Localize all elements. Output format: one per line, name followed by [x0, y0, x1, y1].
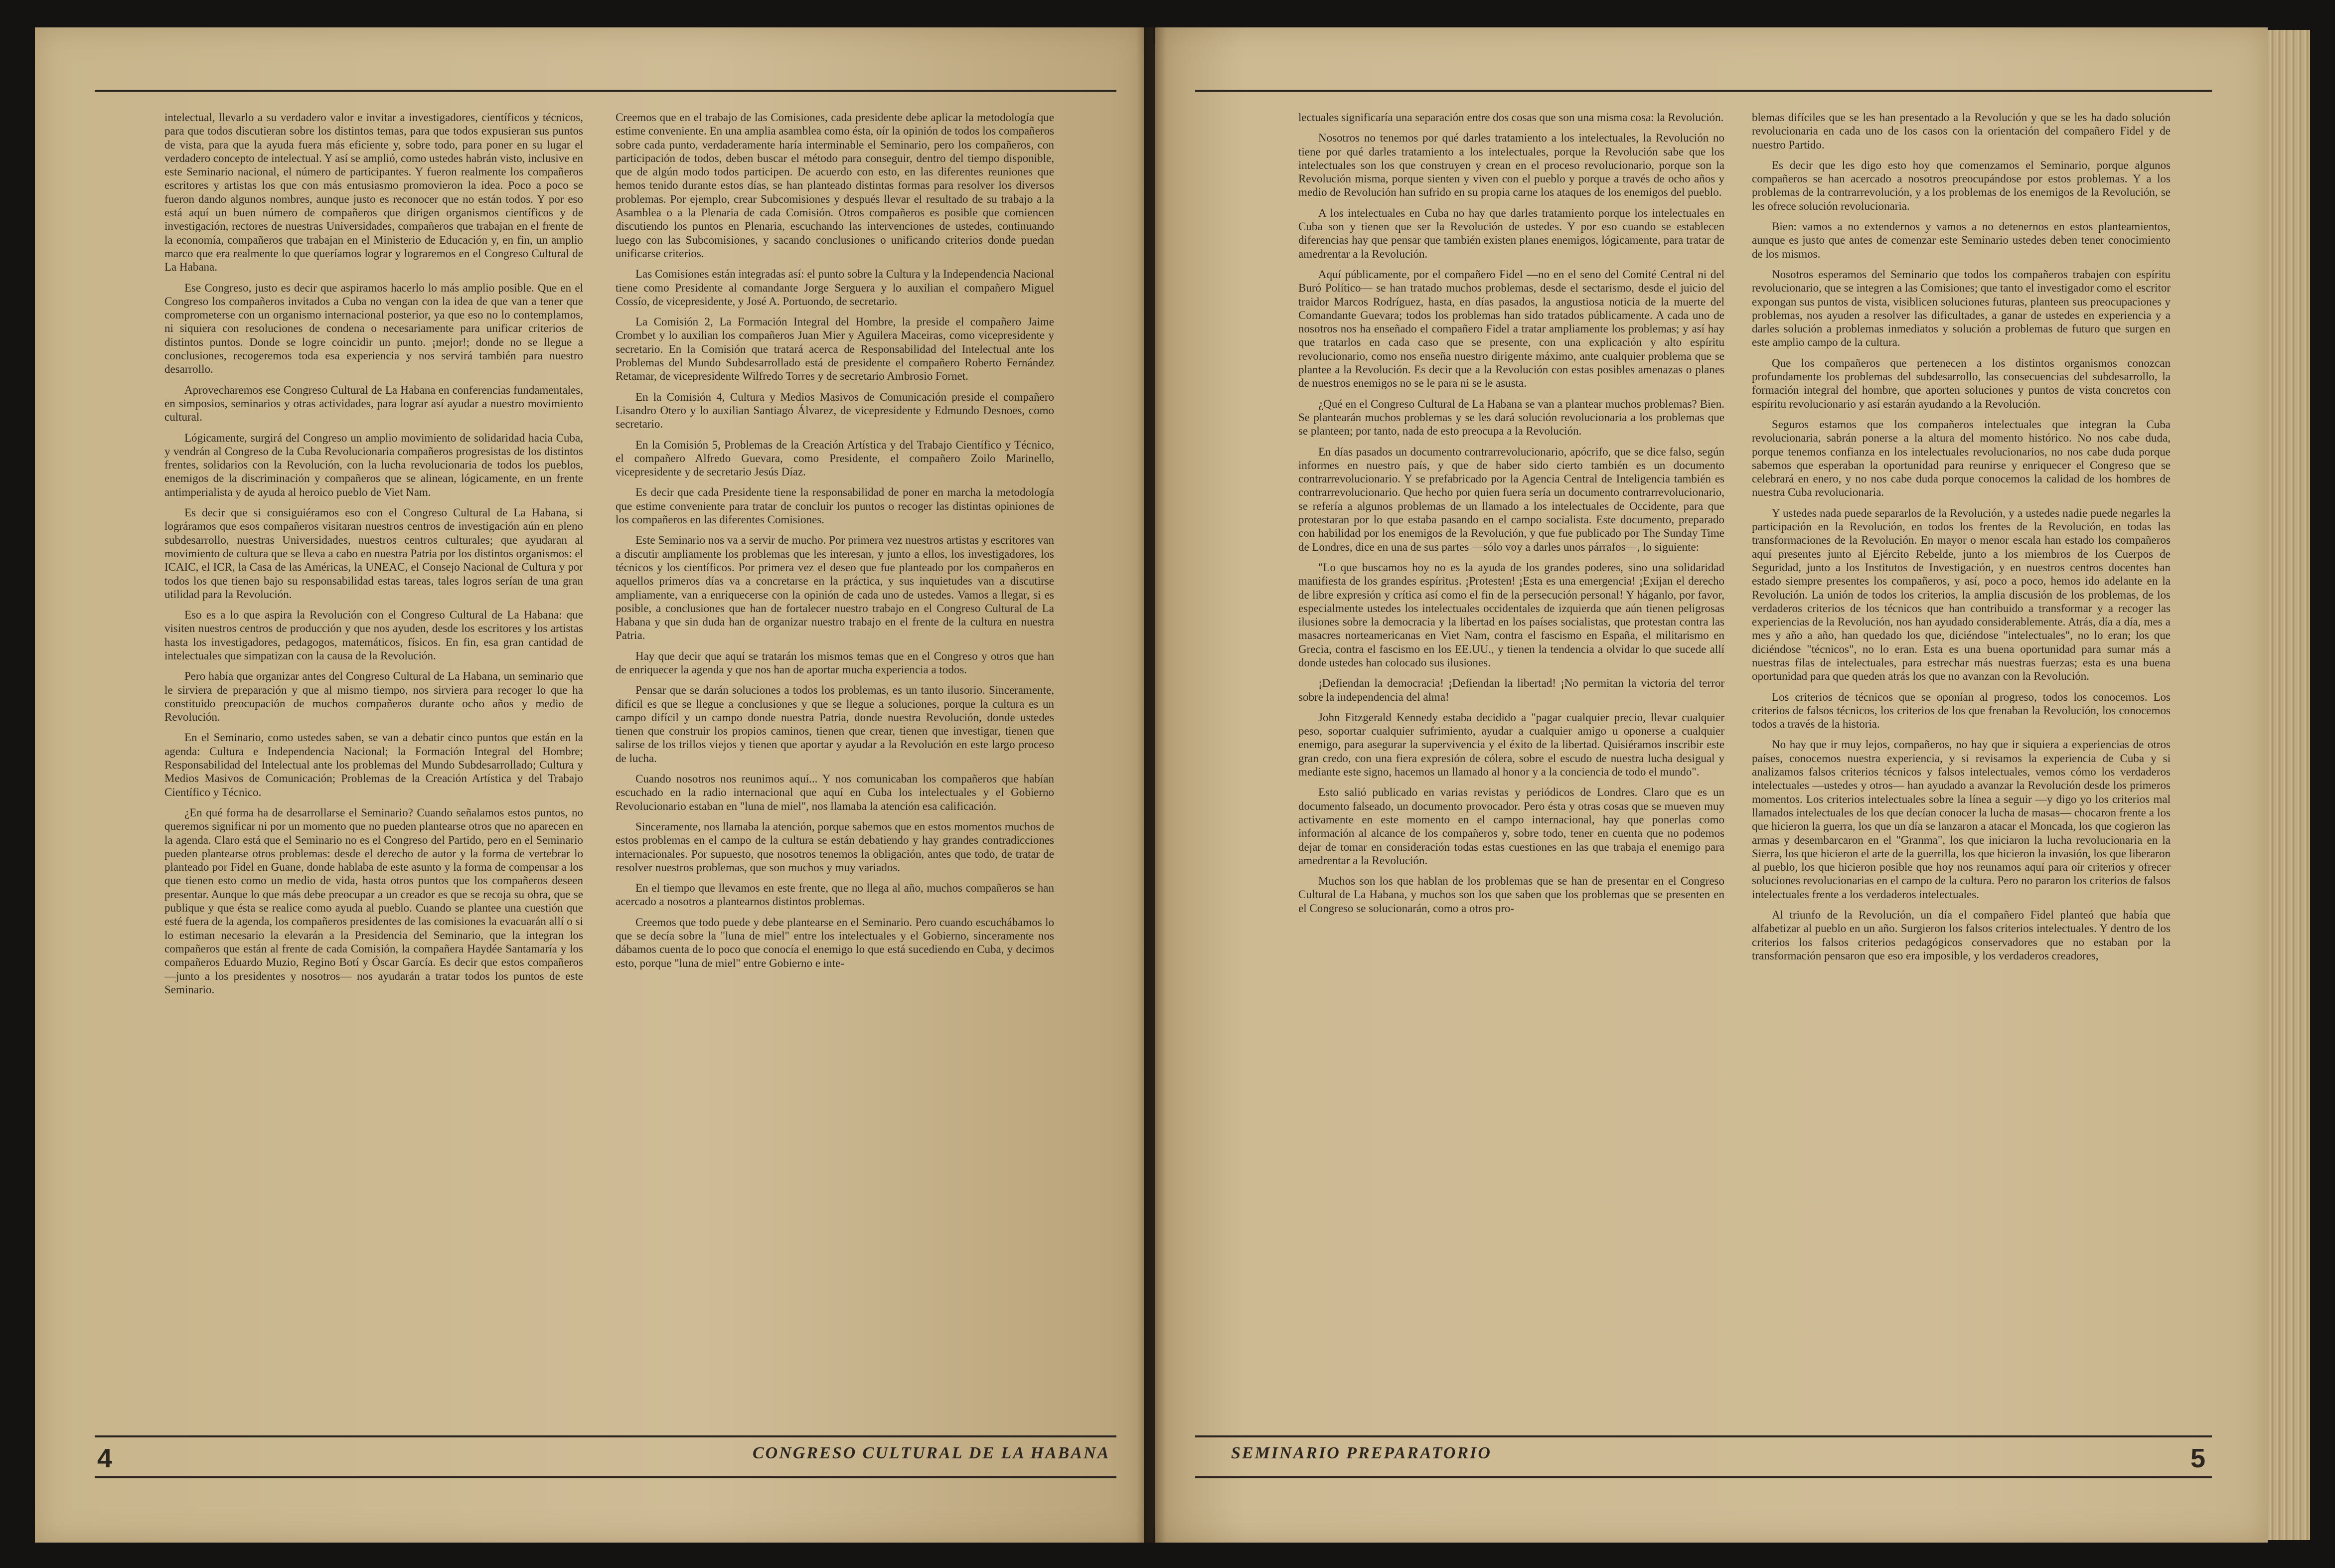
left-bottom-rule — [95, 1435, 1116, 1437]
paragraph: Lógicamente, surgirá del Congreso un amplio movimiento de solidaridad hacia Cuba, y vendrán al Congreso de la Cuba Revolucionaria compañeros progresistas de los distintos frentes, solidarios con la Revolución, con la lucha revolucionaria de todos los pueblos, enemigos de la discriminación y compañeros que se alinean, lógicamente, en un frente antimperialista y de ayuda al heroico pueblo de Viet Nam. — [164, 431, 583, 498]
gutter-shadow — [1136, 27, 1166, 1543]
paragraph: lectuales significaría una separación entre dos cosas que son una misma cosa: la Revolución. — [1298, 111, 1724, 124]
right-footer-rule — [1195, 1476, 2212, 1478]
paragraph: Seguros estamos que los compañeros intelectuales que integran la Cuba revolucionaria, sabrán ponerse a la altura del momento histórico. No nos cabe duda, porque tenemos confianza en los intelectuales revolucionarios, no nos cabe duda porque sabemos que esperaban la oportunidad para reunirse y enriquecer el Congreso que se celebrará en enero, y no nos cabe duda porque conocemos la calidad de los hombres de nuestra Cuba revolucionaria. — [1752, 418, 2171, 499]
paragraph: blemas difíciles que se les han presentado a la Revolución y que se les ha dado solución revolucionaria en cada uno de los casos con la orientación del compañero Fidel y de nuestro Partido. — [1752, 111, 2171, 151]
paragraph: Ese Congreso, justo es decir que aspiramos hacerlo lo más amplio posible. Que en el Congreso los compañeros invitados a Cuba no vengan con la idea de que van a tener que comprometerse con un organismo internacional posterior, ya que eso no lo contemplamos, ni siquiera con resoluciones de condena o necesariamente para unificar criterios de distintos puntos. Donde se logre coincidir un punto. ¡mejor!; donde no se llegue a conclusiones, recogeremos toda esa experiencia y nos servirá también para nuestro desarrollo. — [164, 281, 583, 376]
paragraph: Aprovecharemos ese Congreso Cultural de La Habana en conferencias fundamentales, en simposios, seminarios y otras actividades, para lograr así ayudar a nuestro movimiento cultural. — [164, 383, 583, 424]
paragraph: Sinceramente, nos llamaba la atención, porque sabemos que en estos momentos muchos de estos problemas en el campo de la cultura se están debatiendo y hay grandes contradicciones internacionales. Por supuesto, que nosotros tenemos la obligación, antes que todo, de tratar de resolver nuestros problemas, que son muchos y muy variados. — [616, 820, 1054, 874]
paragraph: En días pasados un documento contrarrevolucionario, apócrifo, que se dice falso, según informes en nuestro país, y que de haber sido cierto también es un documento contrarrevolucionario. Y se prefabricado por la Agencia Central de Inteligencia también es contrarrevolucionario. Que hecho por quien fuera sería un documento contrarrevolucionario, se refería a algunos problemas de un llamado a los intelectuales de Occidente, para que protestaran por lo que estaba pasando en el campo socialista. Este documento, preparado con habilidad por los enemigos de la Revolución, y que fue publicado por The Sunday Time de Londres, dice en una de sus partes —sólo voy a darles unos párrafos—, lo siguiente: — [1298, 445, 1724, 553]
paragraph: La Comisión 2, La Formación Integral del Hombre, la preside el compañero Jaime Crombet y lo auxilian los compañeros Juan Mier y Aguilera Maceiras, como vicepresidente y secretario. En la Comisión que tratará acerca de Responsabilidad del Intelectual ante los Problemas del Mundo Subdesarrollado está de presidente el compañero Roberto Fernández Retamar, de vicepresidente Wilfredo Torres y de secretario Ambrosio Fornet. — [616, 315, 1054, 383]
paragraph: Este Seminario nos va a servir de mucho. Por primera vez nuestros artistas y escritores van a discutir ampliamente los problemas que les interesan, y junto a ellos, los investigadores, los técnicos y los científicos. Por primera vez el deseo que fue planteado por los compañeros en aquellos primeros días va a concretarse en la práctica, y sus inquietudes van a discutirse ampliamente, van a enriquecerse con la opinión de cada uno de ustedes. Vamos a llegar, si es posible, a conclusiones que han de fortalecer nuestro trabajo en el Congreso Cultural de La Habana y que sin duda han de organizar nuestro trabajo en el frente de la cultura en nuestra Patria. — [616, 534, 1054, 642]
right-column-2 — [1752, 111, 2171, 1431]
paragraph: Pensar que se darán soluciones a todos los problemas, es un tanto ilusorio. Sinceramente, difícil es que se llegue a conclusiones y que se llegue a soluciones, porque la cultura es un campo difícil y un campo donde nuestra Patria, donde nuestra Revolución, donde ustedes tienen que construir los propios caminos, tienen que crear, tienen que investigar, tienen que salirse de los trillos viejos y tienen que aportar y ayudar a la Revolución en este largo proceso de lucha. — [616, 684, 1054, 765]
paragraph: Las Comisiones están integradas así: el punto sobre la Cultura y la Independencia Nacional tiene como Presidente al comandante Jorge Serguera y lo auxilian el compañero Miguel Cossío, de vicepresidente, y José A. Portuondo, de secretario. — [616, 268, 1054, 308]
page-edge-stack — [2268, 30, 2310, 1540]
paragraph: Es decir que si consiguiéramos eso con el Congreso Cultural de La Habana, si lográramos que esos compañeros visitaran nuestros centros de investigación aún en pleno subdesarrollo, nuestras Universidades, nuestros centros culturales; que ayudaran al movimiento de cultura que se lleva a cabo en nuestra Patria por los distintos organismos: el ICAIC, el ICR, la Casa de las Américas, la UNEAC, el Consejo Nacional de Cultura y por todos los que tienen bajo su responsabilidad estas tareas, tales logros serían de una gran utilidad para la Revolución. — [164, 506, 583, 601]
paragraph: En la Comisión 4, Cultura y Medios Masivos de Comunicación preside el compañero Lisandro Otero y lo auxilian Santiago Álvarez, de vicepresidente y Edmundo Desnoes, como secretario. — [616, 390, 1054, 431]
paragraph: Los criterios de técnicos que se oponían al progreso, todos los conocemos. Los criterios de falsos técnicos, los criterios de los que frenaban la Revolución, los conocemos todos a través de la historia. — [1752, 690, 2171, 731]
paragraph: Y ustedes nada puede separarlos de la Revolución, y a ustedes nadie puede negarles la participación en la Revolución, en todos los frentes de la Revolución, en todas las transformaciones de la Revolución. En mayor o menor escala han estado los compañeros aquí presentes junto al Ejército Rebelde, junto a los miembros de los Cuerpos de Seguridad, junto a los Institutos de Investigación, y en nuestros centros docentes han estado siempre presentes los compañeros, y así, poco a poco, hemos ido adelante en la Revolución. La unión de todos los criterios, la amplia discusión de los problemas, de los verdaderos criterios de los técnicos que han contribuido a transformar y a recoger las experiencias de la Revolución, nos han ayudado considerablemente. Atrás, día a día, mes a mes y año a año, han quedado los que, diciéndose "intelectuales", no lo eran; los que diciéndose "técnicos", no lo eran. Esta es una buena oportunidad para sumar más a nuestras filas de intelectuales, para estrechar más nuestras fuerzas; esta es una buena oportunidad para que queden atrás los que no avanzan con la Revolución. — [1752, 506, 2171, 683]
right-top-rule — [1195, 90, 2212, 92]
right-page-footer: SEMINARIO PREPARATORIO — [1231, 1444, 1492, 1462]
paragraph: Creemos que todo puede y debe plantearse en el Seminario. Pero cuando escuchábamos lo que se decía sobre la "luna de miel" entre los intelectuales y el Gobierno, sinceramente nos dábamos cuenta de lo poco que conocía el enemigo lo que está sucediendo en Cuba, y decimos esto, porque "luna de miel" entre Gobierno e inte- — [616, 916, 1054, 969]
left-page-footer: CONGRESO CULTURAL DE LA HABANA — [753, 1444, 1110, 1462]
paragraph: ¿En qué forma ha de desarrollarse el Seminario? Cuando señalamos estos puntos, no queremos significar ni por un momento que no pueden plantearse otros que no aparecen en la agenda. Claro está que el Seminario no es el Congreso del Partido, pero en el Seminario pueden plantearse otros problemas: desde el derecho de autor y la forma de vertebrar lo planteado por Fidel en Guane, donde hablaba de este asunto y la forma de compensar a los que tienen esto como un medio de vida, hasta otros puntos que los compañeros deseen presentar. Aunque lo que más debe preocupar a un creador es que se recoja su obra, que se publique y que ésta se realice como ayuda al pueblo. Cuando se plantee una cuestión que esté fuera de la agenda, los compañeros presidentes de las comisiones la evacuarán allí o si lo estiman necesario la elevarán a la Presidencia del Seminario, que la integran los compañeros que están al frente de cada Comisión, la compañera Haydée Santamaría y los compañeros Eduardo Muzio, Regino Botí y Óscar García. Es decir que estos compañeros —junto a los presidentes y nosotros— nos ayudarán a tratar todos los puntos de este Seminario. — [164, 806, 583, 996]
paragraph: Hay que decir que aquí se tratarán los mismos temas que en el Congreso y otros que han de enriquecer la agenda y que nos han de aportar mucha experiencia a todos. — [616, 649, 1054, 676]
left-top-rule — [95, 90, 1116, 92]
paragraph: intelectual, llevarlo a su verdadero valor e invitar a investigadores, científicos y técnicos, para que todos discutieran sobre los distintos temas, para que todos expusieran sus puntos de vista, para que la ayuda fuera más eficiente y, sobre todo, para poner en su lugar el verdadero concepto de intelectual. Y así se amplió, como ustedes habrán visto, inclusive en este Seminario nacional, el número de participantes. Y fueron realmente los compañeros escritores y artistas los que con más entusiasmo promovieron la idea. Poco a poco se fueron dando algunos nombres, aunque justo es reconocer que no están todos. Y por eso está aquí un buen número de compañeros que dirigen organismos científicos y de investigación, rectores de nuestras Universidades, compañeros que trabajan en el frente de la economía, compañeros que trabajan en el Ministerio de Educación y, en fin, un amplio marco que era realmente lo que queríamos lograr y lograremos en el Congreso Cultural de La Habana. — [164, 111, 583, 274]
paragraph: Esto salió publicado en varias revistas y periódicos de Londres. Claro que es un documento falseado, un documento provocador. Pero ésta y otras cosas que se mueven muy activamente en este momento en el campo internacional, hay que ponerlas como información al alcance de los compañeros y, sobre todo, tener en cuenta que no podemos dejar de tomar en consideración todas estas cuestiones en las que trabaja el enemigo para amedrentar a la Revolución. — [1298, 786, 1724, 867]
paragraph: ¿Qué en el Congreso Cultural de La Habana se van a plantear muchos problemas? Bien. Se plantearán muchos problemas y se les dará solución revolucionaria a los problemas que se planteen; por tanto, nada de esto preocupa a la Revolución. — [1298, 397, 1724, 438]
left-column-2 — [616, 111, 1054, 1431]
paragraph: No hay que ir muy lejos, compañeros, no hay que ir siquiera a experiencias de otros países, conocemos nuestra experiencia, y si revisamos la experiencia de Cuba y si analizamos falsos criterios técnicos y falsos intelectuales, vemos cómo los verdaderos intelectuales —ustedes y otros— han ayudado a avanzar la Revolución desde los primeros momentos. Los criterios intelectuales sobre la línea a seguir —y digo yo los criterios mal llamados intelectuales de los que decían conocer la lucha de masas— chocaron frente a los que hicieron la guerra, los que un día se lanzaron a atacar el Moncada, los que cogieron las armas y desembarcaron en el "Granma", los que iniciaron la lucha revolucionaria en la Sierra, los que hicieron el arte de la guerrilla, los que hicieron la invasión, los que liberaron al pueblo, los que hicieron posible que hoy nos reunamos aquí para oír criterios y ofrecer soluciones revolucionarias en el campo de la cultura. Pero no pararon los criterios de falsos intelectuales frente a los verdaderos intelectuales. — [1752, 738, 2171, 901]
paragraph: En el Seminario, como ustedes saben, se van a debatir cinco puntos que están en la agenda: Cultura e Independencia Nacional; la Formación Integral del Hombre; Responsabilidad del Intelectual ante los problemas del Mundo Subdesarrollado; Cultura y Medios Masivos de Comunicación; Problemas de la Creación Artística y del Trabajo Científico y Técnico. — [164, 731, 583, 798]
paragraph: Es decir que cada Presidente tiene la responsabilidad de poner en marcha la metodología que estime conveniente para tratar de concluir los puntos o recoger las distintas opiniones de los compañeros en las diferentes Comisiones. — [616, 486, 1054, 526]
paragraph: A los intelectuales en Cuba no hay que darles tratamiento porque los intelectuales en Cuba son y tienen que ser la Revolución de ustedes. Y por eso cuando se establecen diferencias hay que pensar que también existen planes enemigos, lógicamente, para tratar de amedrentar a la Revolución. — [1298, 206, 1724, 260]
paragraph: "Lo que buscamos hoy no es la ayuda de los grandes poderes, sino una solidaridad manifiesta de los grandes espíritus. ¡Protesten! ¡Esta es una emergencia! ¡Exijan el derecho de libre expresión y crítica así como el fin de la persecución personal! Y háganlo, por favor, especialmente ustedes los intelectuales occidentales de izquierda que aún tienen peligrosas ilusiones sobre la democracia y la libertad en los países socialistas, que protestan contra las masacres norteamericanas en Viet Nam, contra el fascismo en España, el militarismo en Grecia, contra el fascismo en los EE.UU., y tienen la tendencia a olvidar lo que sucede allí donde ustedes han colocado sus ilusiones. — [1298, 561, 1724, 669]
paragraph: Bien: vamos a no extendernos y vamos a no detenernos en estos planteamientos, aunque es justo que antes de comenzar este Seminario ustedes deben tener conocimiento de los mismos. — [1752, 220, 2171, 260]
paragraph: ¡Defiendan la democracia! ¡Defiendan la libertad! ¡No permitan la victoria del terror sobre la independencia del alma! — [1298, 677, 1724, 703]
paragraph: John Fitzgerald Kennedy estaba decidido a "pagar cualquier precio, llevar cualquier peso, soportar cualquier sufrimiento, ayudar a cualquier amigo u oponerse a cualquier enemigo, para asegurar la supervivencia y el éxito de la libertad. Quisiéramos inscribir este gran credo, con una fiera expresión de cólera, sobre el escudo de nuestra lucha desigual y mediante este signo, hacemos un llamado al honor y a la conciencia de todo el mundo". — [1298, 711, 1724, 779]
paragraph: Es decir que les digo esto hoy que comenzamos el Seminario, porque algunos compañeros se han acercado a nosotros preocupándose por estos problemas. Y a los problemas de la contrarrevolución, y a los problemas de los enemigos de la Revolución, se les ofrece solución revolucionaria. — [1752, 158, 2171, 212]
left-column-1 — [164, 111, 583, 1431]
paragraph: Que los compañeros que pertenecen a los distintos organismos conozcan profundamente los problemas del subdesarrollo, las consecuencias del subdesarrollo, la formación integral del hombre, que aporten soluciones y puntos de vista concretos con espíritu revolucionario y así estarán ayudando a la Revolución. — [1752, 356, 2171, 410]
paragraph: En la Comisión 5, Problemas de la Creación Artística y del Trabajo Científico y Técnico, el compañero Alfredo Guevara, como Presidente, el compañero Zoilo Marinello, vicepresidente y de secretario Jesús Díaz. — [616, 438, 1054, 478]
right-bottom-rule — [1195, 1435, 2212, 1437]
paragraph: Nosotros no tenemos por qué darles tratamiento a los intelectuales, la Revolución no tiene por qué darles tratamiento a los intelectuales, porque la Revolución sabe que los intelectuales son los que construyen y crean en el proceso revolucionario, porque son la Revolución misma, porque sienten y viven con el pueblo y porque a través de ocho años y medio de Revolución han sufrido en su propia carne los ataques de los enemigos del pueblo. — [1298, 132, 1724, 199]
paragraph: En el tiempo que llevamos en este frente, que no llega al año, muchos compañeros se han acercado a nosotros a plantearnos distintos problemas. — [616, 882, 1054, 908]
left-page-number: 4 — [97, 1443, 113, 1473]
paragraph: Creemos que en el trabajo de las Comisiones, cada presidente debe aplicar la metodología que estime conveniente. En una amplia asamblea como ésta, oír la opinión de todos los compañeros sobre cada punto, verdaderamente haría interminable el Seminario, pero los compañeros, con participación de todos, deben buscar el método para conseguir, dentro del tiempo disponible, que de algún modo todos participen. De acuerdo con esto, en las diferentes reuniones que hemos tenido durante estos días, se han planteado distintas formas para resolver los diversos problemas. Por ejemplo, crear Subcomisiones y después llevar el resultado de su trabajo a la Asamblea o a la Plenaria de cada Comisión. Otros compañeros es posible que comiencen discutiendo los puntos en Plenaria, escuchando las intervenciones de ustedes, continuando luego con las Subcomisiones, y sacando conclusiones o unificando criterios donde puedan unificarse criterios. — [616, 111, 1054, 260]
paragraph: Pero había que organizar antes del Congreso Cultural de La Habana, un seminario que le sirviera de preparación y que al mismo tiempo, nos sirviera para recoger lo que ha constituido preocupación de muchos compañeros durante ocho años y medio de Revolución. — [164, 670, 583, 724]
right-column-1 — [1298, 111, 1724, 1431]
left-footer-rule — [95, 1476, 1116, 1478]
paragraph: Al triunfo de la Revolución, un día el compañero Fidel planteó que había que alfabetizar al pueblo en un año. Surgieron los falsos criterios intelectuales. Y dentro de los criterios los falsos criterios pedagógicos conservadores que no estaban por la transformación pensaron que eso era imposible, y los verdaderos creadores, — [1752, 909, 2171, 962]
paragraph: Cuando nosotros nos reunimos aquí... Y nos comunicaban los compañeros que habían escuchado en la radio internacional que aquí en Cuba los intelectuales y el Gobierno Revolucionario estaban en "luna de miel", nos llamaba la atención esa calificación. — [616, 773, 1054, 812]
paragraph: Muchos son los que hablan de los problemas que se han de presentar en el Congreso Cultural de La Habana, y muchos son los que saben que los problemas que se presenten en el Congreso se solucionarán, como a otros pro- — [1298, 875, 1724, 915]
right-page-number: 5 — [2190, 1443, 2206, 1473]
paragraph: Eso es a lo que aspira la Revolución con el Congreso Cultural de La Habana: que visiten nuestros centros de producción y que nos ayuden, desde los escritores y los artistas hasta los investigadores, pedagogos, matemáticos, físicos. En fin, esa gran cantidad de intelectuales que simpatizan con la causa de la Revolución. — [164, 609, 583, 662]
paragraph: Nosotros esperamos del Seminario que todos los compañeros trabajen con espíritu revolucionario, que se integren a las Comisiones; que tanto el investigador como el escritor expongan sus puntos de vista, visiblicen soluciones futuras, planteen sus preocupaciones y problemas, nos ayuden a resolver las dificultades, a ganar de ustedes en experiencia y a darles solución a problemas inmediatos y solución a problemas de futuro que surgen en este amplio campo de la cultura. — [1752, 268, 2171, 349]
paragraph: Aquí públicamente, por el compañero Fidel —no en el seno del Comité Central ni del Buró Político— se han tratado muchos problemas, desde el sectarismo, desde el juicio del traidor Marcos Rodríguez, hasta, en días pasados, la angustiosa noticia de la muerte del Comandante Guevara; todos los problemas han sido tratados públicamente. A cada uno de nosotros nos ha enseñado el compañero Fidel a tratar ampliamente los problemas; y así hay que tratarlos en cada caso que se presente, con una explicación y alto espíritu revolucionario, como nos enseña nuestro dirigente máximo, ante cualquier problema que se plantee a la Revolución. Es decir que a la Revolución con estas posibles amenazas o planes de nuestros enemigos no se le para ni se le asusta. — [1298, 268, 1724, 390]
